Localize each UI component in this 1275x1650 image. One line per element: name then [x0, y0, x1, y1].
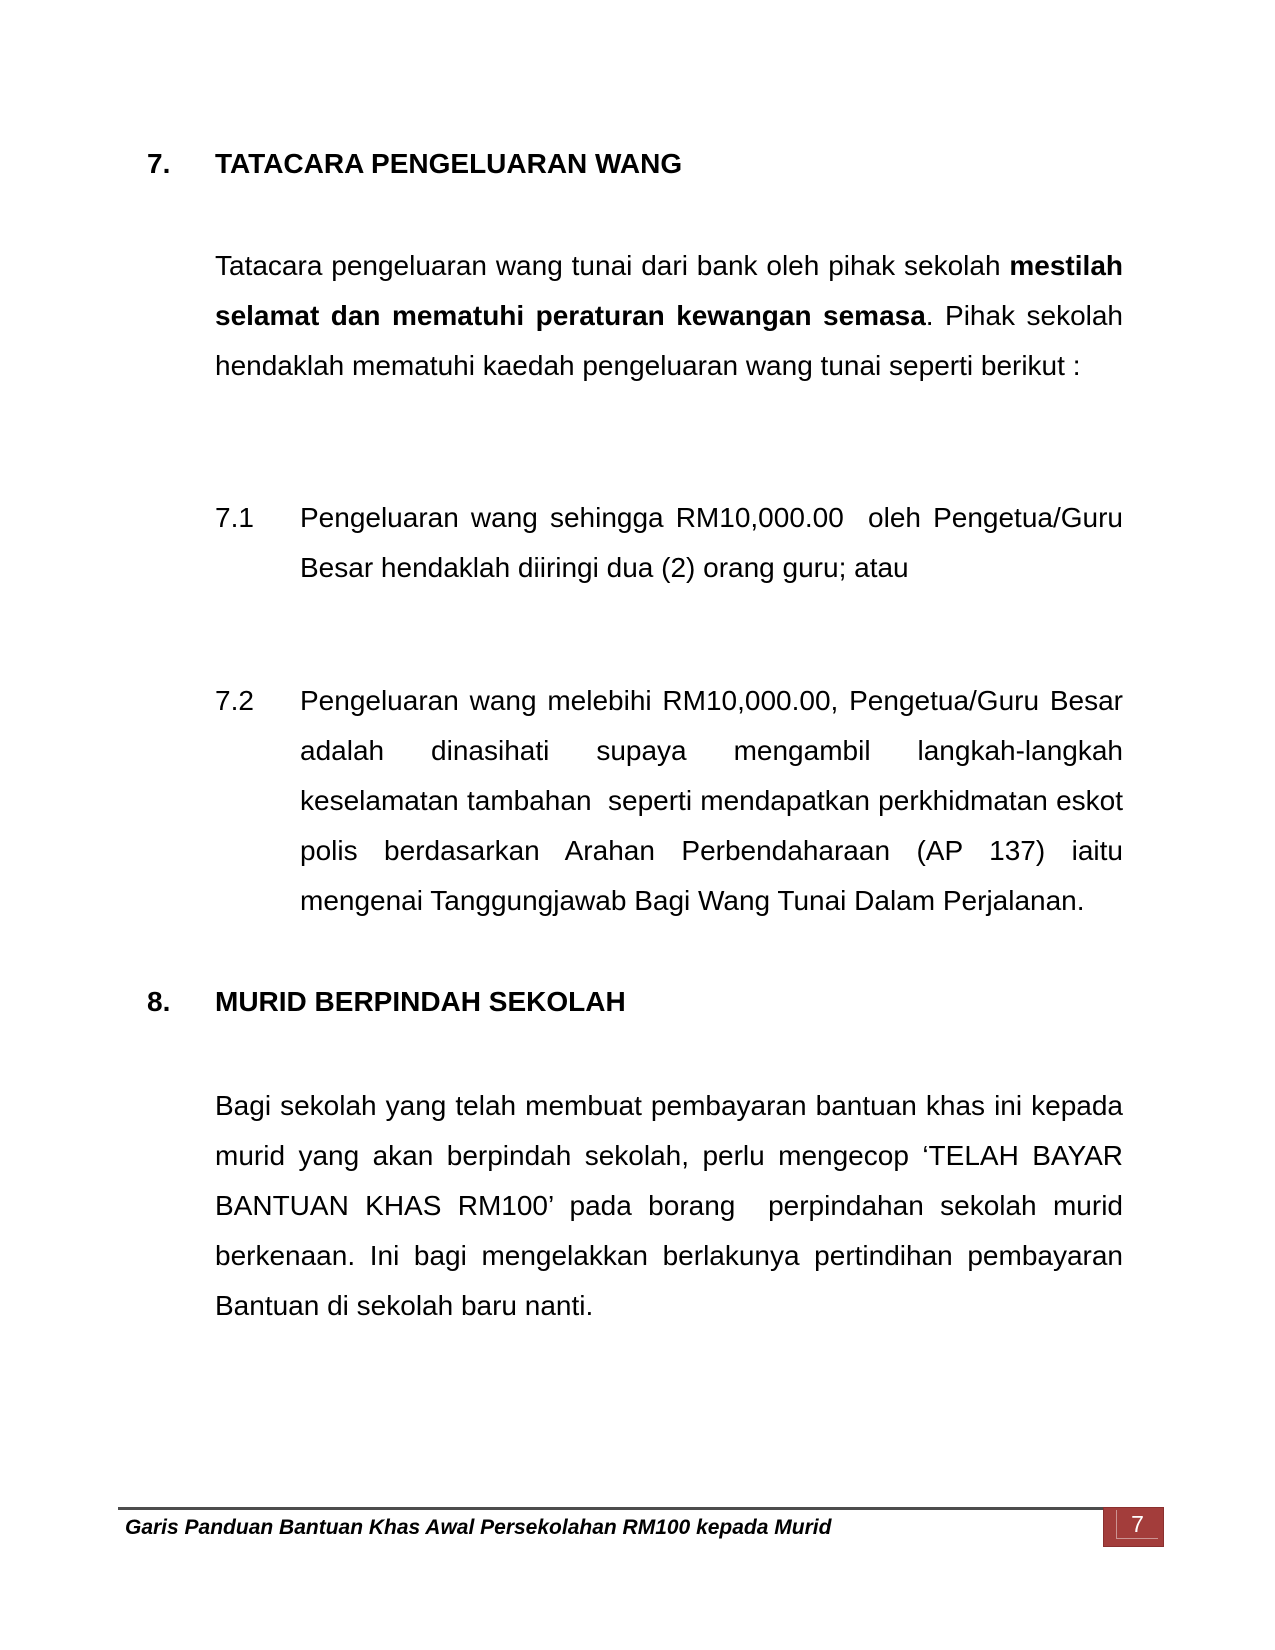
section-7-intro-paragraph	[215, 241, 1131, 391]
page-number: 7	[1116, 1510, 1158, 1539]
page-number-box	[1103, 1507, 1164, 1547]
intro-text-bold: mestilah selamat dan mematuhi peraturan kewangan semasa	[215, 250, 1131, 331]
list-item-7-1	[215, 493, 1131, 593]
list-item-7-2	[215, 676, 1131, 926]
intro-text-pre: Tatacara pengeluaran wang tunai dari bank oleh pihak sekolah	[215, 250, 1010, 281]
item-7-2-number: 7.2	[215, 685, 254, 716]
section-8-title: MURID BERPINDAH SEKOLAH	[215, 986, 626, 1017]
footer-rule	[118, 1507, 1103, 1510]
section-8-number: 8.	[147, 986, 171, 1017]
section-8-body-paragraph: Bagi sekolah yang telah membuat pembayaran bantuan khas ini kepada murid yang akan berpindah sekolah, perlu mengecop ‘TELAH BAYAR BANTUAN KHAS RM100’ pada borang perpindahan sekolah murid berkenaan. Ini bagi mengelakkan berlakunya pertindihan pembayaran Bantuan di sekolah baru nanti.	[215, 1090, 1131, 1321]
item-7-2-text: Pengeluaran wang melebihi RM10,000.00, Pengetua/Guru Besar adalah dinasihati supaya mengambil langkah-langkah keselamatan tambahan seperti mendapatkan perkhidmatan eskot polis berdasarkan Arahan Perbendaharaan (AP 137) iaitu mengenai Tanggungjawab Bagi Wang Tunai Dalam Perjalanan.	[300, 685, 1131, 916]
footer-title: Garis Panduan Bantuan Khas Awal Persekolahan RM100 kepada Murid	[125, 1516, 832, 1539]
section-8-heading	[147, 977, 626, 1027]
section-7-number: 7.	[147, 148, 171, 179]
item-7-1-number: 7.1	[215, 502, 254, 533]
item-7-1-text: Pengeluaran wang sehingga RM10,000.00 oleh Pengetua/Guru Besar hendaklah diiringi dua (2) orang guru; atau	[300, 502, 1131, 583]
section-7-heading	[147, 139, 682, 189]
intro-text-post: . Pihak sekolah hendaklah mematuhi kaedah pengeluaran wang tunai seperti berikut :	[215, 300, 1131, 381]
section-7-title: TATACARA PENGELUARAN WANG	[215, 148, 683, 179]
